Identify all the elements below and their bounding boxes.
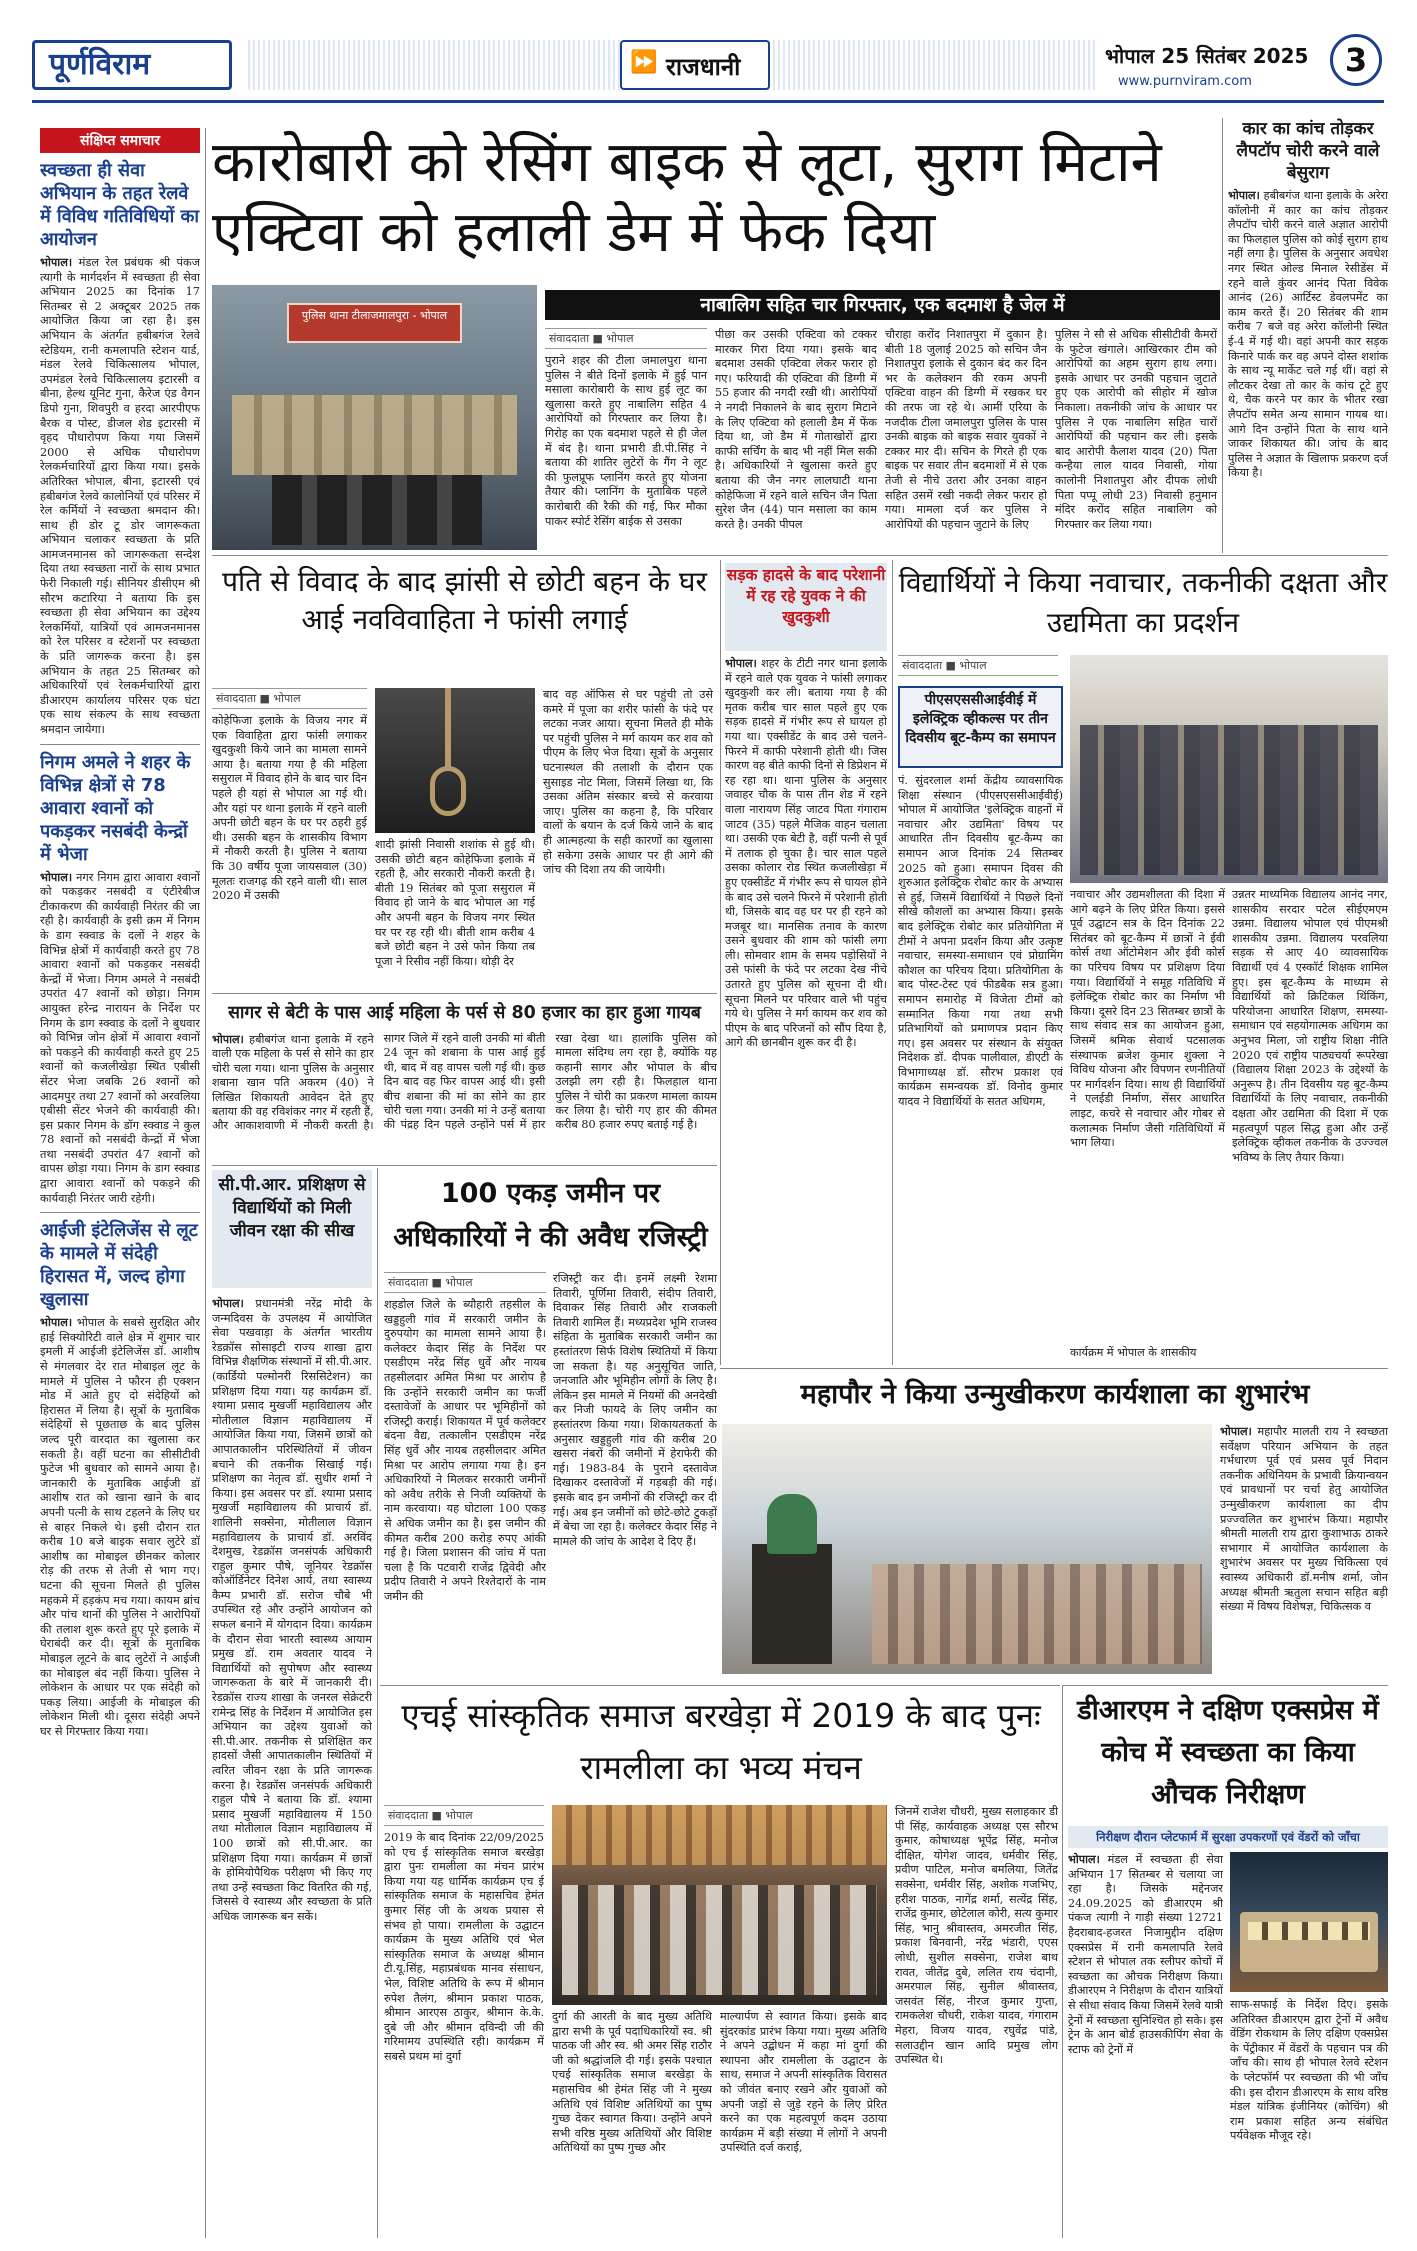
cpr-text <box>212 1296 372 1925</box>
story-text: चौराहा करोंद निशातपुरा में दुकान है। बीती 18 जुलाई 2025 को सचिन जैन निशातपुरा इलाके से दुकान बंद कर दिन भर के कलेक्शन की रकम अपनी एक्टिवा वाहन की डिग्गी में रखकर घर की तरफ जा रहे थे। आमीं एरिया के नजदीक टीला जमालपुरा पुलिस के पास उनकी बाइक को बाइक सवार युवकों ने टक्कर मार दी। सचिन के गिरते ही एक बाइक पर सवार तीन बदमाशों में से एक तेजी से नीचे उतरा और उनका वाहन सहित उसमें रखी नकदी लेकर फरार हो गया। मामला दर्ज कर पुलिस ने आरोपियों की पहचान जुटाने के लिए <box>885 328 1047 531</box>
noose-loop <box>430 766 466 816</box>
byline: संवाददाता ■ भोपाल <box>898 655 1058 676</box>
date-text: भोपाल 25 सितंबर 2025 <box>1105 44 1309 68</box>
road-headline: सड़क हादसे के बाद परेशानी में रह रहे युवक ने की खुदकुशी <box>726 566 886 626</box>
sagar-body <box>212 1032 717 1160</box>
story-text: पं. सुंदरलाल शर्मा केंद्रीय व्यावसायिक शिक्षा संस्थान (पीएसएससीआईवीई) भोपाल में आयोजित 'इलेक्ट्रिक वाहनों में नवाचार और उद्यमिता' विषय पर आधारित तीन दिवसीय बूट-कैम्प का समापन आज दिनांक 24 सितम्बर 2025 को हुआ। समापन दिवस की शुरुआत इलेक्ट्रिक रोबोट कार के अभ्यास से हुई, जिसमें विद्यार्थियों ने पिछले दिनों सीखे कौशलों का अभ्यास किया। इसके बाद इलेक्ट्रिक रोबोट कार प्रतियोगिता में टीमों ने अपना प्रदर्शन किया और उत्कृष्ट नवाचार, समस्या-समाधान एवं प्रोग्रामिंग कौशल का परिचय दिया। प्रतियोगिता के बाद पोस्ट-टेस्ट एवं फीडबैक सत्र हुआ। समापन समारोह में विजेता टीमों को सम्मानित किया गया तथा सभी प्रतिभागियों को प्रमाणपत्र प्रदान किए गए। इस अवसर पर संस्थान के संयुक्त निदेशक डॉ. दीपक पालीवाल, डीएटी के विभागाध्यक्ष डॉ. सौरभ प्रकाश एवं कार्यक्रम समन्वयक डॉ. विनोद कुमार यादव ने विद्यार्थियों के सतत अधिगम, <box>898 774 1063 1109</box>
drm-headline: डीआरएम ने दक्षिण एक्सप्रेस में कोच में स्वच्छता का किया औचक निरीक्षण <box>1077 1695 1379 1810</box>
drm-column-2 <box>1230 1998 1388 2237</box>
stage-backdrop <box>552 1805 887 1865</box>
lead-headline: कारोबारी को रेसिंग बाइक से लूटा, सुराग मिटाने एक्टिवा को हलाली डेम में फेक दिया <box>212 130 1162 265</box>
road-body <box>725 656 887 1356</box>
section-label-box <box>620 40 770 90</box>
dateline: भोपाल। <box>40 869 73 884</box>
masthead <box>0 0 1417 118</box>
lead-banner-text: नाबालिग सहित चार गिरफ्तार, एक बदमाश है जेल में <box>700 294 1065 316</box>
sidebar-story-3-headline: आईजी इंटेलिजेंस से लूट के मामले में संदेही हिरासत में, जल्द होगा खुलासा <box>40 1220 198 1311</box>
dateline: भोपाल। <box>40 1315 73 1330</box>
land-column-1 <box>384 1272 546 1602</box>
drm-subhead-bar <box>1068 1826 1388 1848</box>
noose-photo <box>375 688 535 833</box>
students-credit: कार्यक्रम में भोपाल के शासकीय <box>1070 1346 1197 1359</box>
sidebar-story-1-body <box>40 255 200 738</box>
mayor-text <box>1220 1424 1388 1615</box>
ramlila-column-1 <box>384 1805 544 2237</box>
mayor-photo <box>722 1424 1212 1674</box>
dateline: भोपाल। <box>725 656 757 670</box>
students-photo <box>1070 655 1388 883</box>
byline: संवाददाता ■ भोपाल <box>384 1805 544 1826</box>
audience <box>872 1564 1202 1664</box>
story-text: हबीबगंज थाना इलाके में रहने वाली एक महिला के पर्स से सोने का हार चोरी चला गया। थाना पुलिस के अनुसार शबाना खान पति अकरम (40) ने लिखित शिकायती आवेदन देते हुए बताया की वह रविशंकर नगर में रहती हैं, और आकाशवाणी में नौकरी करती है। सागर जिले में रहने वाली उनकी मां बीती 24 जून को शबाना के पास आई हुई थी, बाद में वह वापस चली गई थी। कुछ दिन बाद वह फिर वापस आई थी। इसी बीच शबाना की मां का सोने का हार चोरी चला गया। उनकी मां ने उन्हें बताया की पंद्रह दिन पहले उन्होंने पर्स में हार रखा देखा था। हालांकि पुलिस को मामला संदिग्ध लग रहा है, क्योंकि यह कहानी सागर और भोपाल के बीच उलझी लग रही है। फिलहाल थाना पुलिस ने चोरी का प्रकरण मामला कायम कर लिया है। चोरी गए हार की कीमत करीब 80 हजार रुपए बताई गई है। <box>212 1032 717 1133</box>
page-number: 3 <box>1330 34 1382 86</box>
jhansi-column-3 <box>543 688 713 988</box>
sidebar-story-3-body <box>40 1315 200 1739</box>
mayor-body <box>1220 1424 1388 1674</box>
lead-column-3 <box>885 328 1047 550</box>
students-subhead-box <box>898 686 1063 768</box>
ramlila-column-4 <box>895 1805 1058 2237</box>
car-theft-body <box>1228 188 1388 481</box>
story-text: प्रधानमंत्री नरेंद्र मोदी के जन्मदिवस के उपलक्ष्य में आयोजित सेवा पखवाड़ा के अंतर्गत भारतीय रेडक्रॉस सोसाइटी राज्य शाखा द्वारा विभिन्न शैक्षणिक संस्थानों में सी.पी.आर. (कार्डियो पल्मोनरी रिससिटेशन) का प्रशिक्षण दिया गया। यह कार्यक्रम डॉ. श्यामा प्रसाद मुखर्जी महाविद्यालय और मोतीलाल विज्ञान महाविद्यालय में आयोजित किया गया, जिसमें छात्रों को आपातकालीन परिस्थितियों में जीवन बचाने की तकनीक सिखाई गई। प्रशिक्षण का नेतृत्व डॉ. सुधीर शर्मा ने किया। इस अवसर पर डॉ. श्यामा प्रसाद मुखर्जी महाविद्यालय की प्राचार्य डॉ. शालिनी सक्सेना, मोतीलाल विज्ञान महाविद्यालय के प्राचार्य डॉ. अरविंद देशमुख, रेडक्रॉस जनसंपर्क अधिकारी राहुल कुमार पौषे, जूनियर रेडक्रॉस कोऑर्डिनेटर दिनेश आर्य, तथा स्वास्थ्य कैम्प प्रभारी डॉ. सरोज चौबे भी उपस्थित रहे और उन्होंने आयोजन को सफल बनाने में योगदान दिया। कार्यक्रम के दौरान सेवा भारती स्वास्थ्य आयाम प्रमुख डॉ. राम अवतार यादव ने विद्यार्थियों को सुपोषण और स्वास्थ्य जागरूकता के बारे में जानकारी दी। रेडक्रॉस राज्य शाखा के जनरल सेक्रेटरी रामेन्द्र सिंह के निर्देशन में आयोजित इस अभियान का उद्देश्य युवाओं को सी.पी.आर. तकनीक से प्रशिक्षित कर हादसों जैसी आपातकालीन स्थितियों में त्वरित जीवन रक्षा के प्रति जागरूक करना है। रेडक्रॉस जनसंपर्क अधिकारी राहुल पौषे ने बताया कि डॉ. श्यामा प्रसाद मुखर्जी महाविद्यालय में 150 तथा मोतीलाल विज्ञान महाविद्यालय में 100 छात्रों को सी.पी.आर. का प्रशिक्षण दिया गया। कार्यक्रम में छात्रों के होमियोपैथिक परीक्षण भी किए गए तथा उन्हें स्वच्छता किट वितरित की गई, जिससे वे स्वास्थ्य और स्वच्छता के प्रति अधिक जागरूक बन सकें। <box>212 1297 372 1923</box>
story-text: कोहेफिजा इलाके के विजय नगर में एक विवाहिता द्वारा फांसी लगाकर खुदकुशी किये जाने का मामला सामने आया है। बताया गया है की महिला ससुराल में विवाद होने के बाद चार दिन पहले ही यहां से भोपाल आ गई थी। और यहां पर थाना इलाके में रहने वाली अपनी छोटी बहन के घर पर ठहरी हुई थी। उसकी बहन के शासकीय विभाग में नौकरी करती है। पुलिस ने बताया कि 30 वर्षीय पूजा जायसवाल (30) मूलतः राजगढ़ की रहने वाली थी। साल 2020 में उसकी <box>212 714 367 903</box>
ramlila-column-2 <box>552 2010 712 2237</box>
accused-silhouette <box>272 475 482 545</box>
sagar-headline: सागर से बेटी के पास आई महिला के पर्स से 80 हजार का हार हुआ गायब <box>228 1003 701 1023</box>
story-text: शहर के टीटी नगर थाना इलाके में रहने वाले एक युवक ने फांसी लगाकर खुदकुशी कर ली। बताया गया है की मृतक करीब चार साल पहले हुए एक सड़क हादसे में गंभीर रूप से घायल हो गया था। एक्सीडेंट के बाद उसे चलने-फिरने में काफी परेशानी होती थी। जिस कारण वह बीते काफी दिनों से डिप्रेशन में रह रहा था। थाना पुलिस के अनुसार जवाहर चौक के पास तीन शेड में रहने वाला नारायण सिंह जाटव पिता गंगाराम जाटव (35) पहले मैजिक वाहन चलाता था। उसकी एक बेटी है, वहीं पत्नी से पूर्व में तलाक हो चुका है। चार साल पहले उसका कोलार रोड स्थित कजलीखेड़ा में हुए एक्सीडेंट में गंभीर रूप से घायल होने के बाद उसे चलने फिरने में परेशानी होती थी, जिसके बाद वह घर पर ही रहने को मजबूर था। मानसिक तनाव के कारण उसने बुधवार की शाम को फांसी लगा ली। सोमवार शाम के समय पड़ोसियों ने उसे फांसी के फंदे पर लटका देख नीचे उतारते हुए पुलिस को सूचना दी थी। सूचना मिलने पर परिवार वाले भी पहुंच गये थे। पुलिस ने मर्ग कायम कर शव को पीएम के बाद परिजनों को सौंप दिया है, आगे की छानबीन शुरू कर दी है। <box>725 657 887 1050</box>
masthead-rule <box>32 100 1384 103</box>
speaker-figure <box>767 1494 817 1554</box>
ramlila-photo <box>552 1805 887 2005</box>
jhansi-column-2 <box>375 838 535 988</box>
lead-column-1 <box>545 328 707 550</box>
story-text: मंडल रेल प्रबंधक श्री पंकज त्यागी के मार्गदर्शन में स्वच्छता ही सेवा अभियान 2025 का दिनांक 17 सितम्बर से 2 अक्टूबर 2025 तक आयोजित किया जा रहा है। इस अभियान के अंतर्गत हबीबगंज रेलवे स्टेडियम, रानी कमलापति स्टेशन यार्ड, मंडल रेलवे चिकित्सालय भोपाल, उपमंडल रेलवे चिकित्सालय इटारसी व बीना, हेल्थ यूनिट गुना, कैरेज एंड वैगन डिपो गुना, शिवपुरी व हरदा आरपीएफ बैरक व पोस्ट, डीजल शेड इटारसी में वृहद पौधारोपण किया गया जिसमें 2000 से अधिक पौधारोपण रेलकर्मचारियों द्वारा किया गया। इसके अतिरिक्त भोपाल, बीना, इटारसी एवं हबीबगंज रेलवे कालोनियों एवं परिसर में रेल कर्मियों ने स्वच्छता श्रमदान की। साथ ही डोर टू डोर जागरूकता अभियान चलाकर स्वच्छता के प्रति आमजनमानस को जागरूकता सन्देश दिया तथा स्वच्छता नारों के साथ प्रभात फेरी निकाली गई। सीनियर डीसीएम श्री सौरभ कटारिया ने बताया कि इस स्वच्छता ही सेवा अभियान का उद्देश्य रेलकर्मियों, यात्रियों एवं आमजनमानस को रेल परिसर व स्टेशनों पर स्वच्छता के प्रति जागरूक करना है। इस अभियान के तहत 25 सितम्बर को अधिकारियों एवं रेलकर्मचारियों द्वारा डीआरएम कार्यालय परिसर एक घंटा एक साथ संकल्प के साथ स्वच्छता श्रमदान जायेगा। <box>40 256 200 736</box>
lead-column-4 <box>1055 328 1217 550</box>
car-theft-headline: कार का कांच तोड़कर लैपटॉप चोरी करने वाले बेसुराग <box>1236 119 1380 183</box>
cpr-headline: सी.पी.आर. प्रशिक्षण से विद्यार्थियों को मिली जीवन रक्षा की सीख <box>218 1175 366 1241</box>
drm-text-1 <box>1068 1852 1223 2057</box>
website-text: www.purnviram.com <box>1118 74 1252 89</box>
students-group <box>1080 725 1378 875</box>
students-column-2 <box>1070 888 1225 1364</box>
story-text: महापौर मालती राय ने स्वच्छता सर्वेक्षण परियान अभियान के तहत गर्भधारण पूर्व एवं प्रसव पूर्व निदान तकनीक अधिनियम के प्रभावी क्रियान्वयन एवं प्रावधानों पर चर्चा हेतु आयोजित उन्मुखीकरण कार्यशाला का दीप प्रज्ज्वलित कर शुभारंभ किया। महापौर श्रीमती मालती राय द्वारा कुशाभाऊ ठाकरे सभागार में आयोजित कार्यशाला के शुभारंभ अवसर पर मुख्य चिकित्सा एवं स्वास्थ्य अधिकारी डॉ.मनीष शर्मा, जोन अध्यक्ष श्रीमती ऋतुला सचान सहित बड़ी संख्या में विषय विशेषज्ञ, चिकित्सक व <box>1220 1425 1388 1614</box>
drm-subhead: निरीक्षण दौरान प्लेटफार्म में सुरक्षा उपकरणों एवं वेंडरों को जाँचा <box>1096 1830 1360 1844</box>
section-title: राजधानी <box>666 53 741 81</box>
story-text: नवाचार और उद्यमशीलता की दिशा में आगे बढ़ने के लिए प्रेरित किया। इससे पूर्व उद्घाटन सत्र के दिन दिनांक 22 सितंबर को बूट-कैम्प में छात्रों ने ईवी कोर्स तथा ऑटोमेशन और ईवी कोर्स का परिचय विषय पर प्रशिक्षण दिया गया। विद्यार्थियों ने समूह गतिविधि में इलेक्ट्रिक रोबोट कार का निर्माण भी किया। दूसरे दिन 23 सितम्बर छात्रों के साथ संवाद सत्र का आयोजन हुआ, जिसमें श्रमिक सेवार्थ पटसालक संस्थापक ब्रजेश कुमार शुक्ला ने विविध योजना और विपणन रणनीतियों पर मार्गदर्शन दिया। साथ ही विद्यार्थियों ने एलईडी निर्माण, सेंसर आधारित लाइट, कचरे से नवाचार और गोबर से कलात्मक निर्माण जैसी गतिविधियों में भाग लिया। <box>1070 888 1225 1150</box>
sidebar-story-2-body <box>40 870 200 1207</box>
jhansi-headline: पति से विवाद के बाद झांसी से छोटी बहन के घर आई नवविवाहिता ने फांसी लगाई <box>222 565 707 636</box>
byline: संवाददाता ■ भोपाल <box>545 328 707 349</box>
story-text: 2019 के बाद दिनांक 22/09/2025 को एच ई सांस्कृतिक समाज बरखेड़ा द्वारा पुनः रामलीला का मंचन प्रारंभ किया गया यह धार्मिक कार्यक्रम एच ई सांस्कृतिक समाज के महासचिव हेमंत कुमार सिंह जी के अथक प्रयास से संभव हो पाया। रामलीला के उद्घाटन कार्यक्रम के मुख्य अतिथि एवं भेल सांस्कृतिक समाज के अध्यक्ष श्रीमान टी.यू.सिंह, महाप्रबंधक मानव संसाधन, भेल, विशिष्ट अतिथि के रूप में श्रीमान रुपेश तैलंग, श्रीमान प्रकाश पाठक, श्रीमान आरएस ठाकुर, श्रीमान के.के. दुबे जी और श्रीमान दविन्दी जी की गरिमामय उपस्थिति रही। कार्यक्रम में सबसे प्रथम मां दुर्गा <box>384 1831 544 2063</box>
story-text: साफ-सफाई के निर्देश दिए। इसके अतिरिक्त डीआरएम द्वारा ट्रेनों में अवैध वेंडिंग रोकथाम के लिए दक्षिण एक्सप्रेस के पेंट्रीकार में वेंडरों के पहचान पत्र की जाँच की। साथ ही भोपाल रेलवे स्टेशन के प्लेटफॉर्म पर स्वच्छता की भी जाँच की। इस दौरान डीआरएम के साथ वरिष्ठ मंडल यांत्रिक इंजीनियर (कोचिंग) श्री राम प्रकाश सहित अन्य संबंधित पर्यवेक्षक मौजूद रहे। <box>1230 1998 1388 2143</box>
students-column-3 <box>1232 888 1388 1364</box>
story-text: मंडल में स्वच्छता ही सेवा अभियान 17 सितम्बर से चलाया जा रहा है। जिसके मद्देनजर 24.09.2025 को डीआरएम श्री पंकज त्यागी ने गाड़ी संख्या 12721 हैदराबाद-हजरत निजामुद्दीन दक्षिण एक्सप्रेस में रानी कमलापति रेलवे स्टेशन से भोपाल तक स्लीपर कोचों में स्वच्छता का औचक निरीक्षण किया। डीआरएम ने निरीक्षण के दौरान यात्रियों से सीधा संवाद किया जिसमें रेलवे यात्री ट्रेनों में स्वच्छता सुनिश्चित हो सके। इस ट्रेन के आन बोर्ड हाउसकीपिंग सेवा के स्टाफ को ट्रेनों में <box>1068 1853 1223 2056</box>
lead-banner <box>545 290 1220 320</box>
cpr-headline-box <box>212 1170 372 1288</box>
story-text: हबीबगंज थाना इलाके के अरेरा कॉलोनी में कार का कांच तोड़कर लैपटॉप चोरी करने वाले अज्ञात आरोपी का फिलहाल पुलिस को कोई सुराग हाथ नहीं लगा है। पुलिस के अनुसार अवधेश नगर स्थित ओल्ड मिनाल रेसीडेंस में रहने वाले कुंवर आनंद पिता विवेक आनंद (26) आर्टिस्ट डेवलपमेंट का काम करते हैं। 20 सितंबर की शाम करीब 7 बजे वह अरेरा कॉलोनी स्थित ई-4 में गई थी। वहां अपनी कार सड़क किनारे पार्क कर वह अपने दोस्त शशांक के साथ न्यू मार्केट चले गई थीं। वहां से लौटकर देखा तो कार के कांच टूटे हुए थे, चैक करने पर कार के भीतर रखा लैपटॉप समेत अन्य सामान गायब था। आगे दिन उन्होंने पिता के साथ थाने जाकर शिकायत की। जांच के बाद पुलिस ने अज्ञात के खिलाफ प्रकरण दर्ज किया है। <box>1228 189 1388 480</box>
story-text: पुराने शहर की टीला जमालपुरा थाना पुलिस ने बीते दिनों इलाके में हुई पान मसाला कारोबारी के साथ हुई लूट का खुलासा करते हुए नाबालिग सहित 4 आरोपियों को गिरफ्तार कर लिया है। गिरोह का एक बदमाश पहले से ही जेल में बंद है। थाना प्रभारी डी.पी.सिंह ने बताया की शातिर लुटेरों के गैंग ने लूट की फुलप्रूफ प्लानिंग करते हुए योजना तैयार की। प्लानिंग के मुताबिक पहले कारोबारी की रैकी की गई, फिर मौका पाकर स्पोर्ट रेसिंग बाईक से उसका <box>545 354 707 528</box>
lead-photo <box>212 285 537 550</box>
cpr-body <box>212 1296 372 2236</box>
students-byline-col <box>898 655 1058 685</box>
dateline: भोपाल। <box>1220 1424 1252 1438</box>
car-theft-story <box>1228 118 1388 550</box>
dateline: भोपाल। <box>40 255 73 269</box>
logo: पूर्णविराम <box>32 40 232 90</box>
students-column-1 <box>898 774 1063 1364</box>
jhansi-column-1 <box>212 688 367 988</box>
byline: संवाददाता ■ भोपाल <box>384 1272 546 1293</box>
sidebar <box>40 128 200 2238</box>
dateline: भोपाल। <box>1228 188 1260 202</box>
story-text: माल्यार्पण से स्वागत किया। इसके बाद सुंदरकांड प्रारंभ किया गया। मुख्य अतिथि ने अपने उद्बोधन में कहा मां दुर्गा की स्थापना और रामलीला के उद्घाटन के साथ, समाज ने अपनी सांस्कृतिक विरासत को जीवंत बनाए रखने और युवाओं को अपनी जड़ों से जुड़े रहने के लिए प्रेरित करने का एक महत्वपूर्ण कदम उठाया कार्यक्रम में बड़ी संख्या में लोगों ने अपनी उपस्थिति दर्ज कराई, <box>720 2010 887 2155</box>
podium <box>752 1544 832 1664</box>
story-text: दुर्गा की आरती के बाद मुख्य अतिथि द्वारा सभी के पूर्व पदाधिकारियों स्व. श्री पाठक जी और स्व. श्री अमर सिंह राठौर जी को श्रद्धांजलि दी गई। इसके पश्चात एचई सांस्कृतिक समाज बरखेड़ा के महासचिव श्री हेमंत सिंह जी ने मुख्य अतिथि एवं विशिष्ट अतिथियों का पुष्प गुच्छ देकर स्वागत किया। उन्होंने अपने सभी वरिष्ठ मुख्य अतिथियों और विशिष्ट अतिथियों का पुष्प गुच्छ और <box>552 2010 712 2155</box>
dateline: भोपाल। <box>1068 1852 1100 1866</box>
sidebar-header: संक्षिप्त समाचार <box>40 128 200 153</box>
drm-photo <box>1230 1852 1388 1992</box>
story-text: शहडोल जिले के ब्यौहारी तहसील के खड्डहुली गांव में सरकारी जमीन के दुरुपयोग का मामला सामने आया है। कलेक्टर केदार सिंह के निर्देश पर एसडीएम नरेंद्र सिंह धुर्वे और नायब तहसीलदार अमित मिश्रा पर आरोप है कि उन्होंने सरकारी जमीन का फर्जी दस्तावेजों के आधार पर भूमिहीनों को रजिस्ट्री कराई। शिकायत में पूर्व कलेक्टर बंदना वैद्य, तत्कालीन एसडीएम नरेंद्र सिंह धुर्वे और नायब तहसीलदार अमित मिश्रा पर आरोप लगाया गया है। इन अधिकारियों ने मिलकर सरकारी जमीनों को अवैध तरीके से निजी व्यक्तियों के नाम करवाया। यह घोटाला 100 एकड़ से अधिक जमीन का है। इस जमीन की कीमत करीब 200 करोड़ रुपए आंकी गई है। जिला प्रशासन की जांच में पता चला है कि पटवारी राजेंद्र द्विवेदी और प्रदीप तिवारी ने अपने रिश्तेदारों के नाम जमीन की <box>384 1298 546 1602</box>
ramlila-column-3 <box>720 2010 887 2237</box>
ramlila-headline: एचई सांस्कृतिक समाज बरखेड़ा में 2019 के बाद पुनः रामलीला का भव्य मंचन <box>401 1696 1041 1787</box>
story-text: पुलिस ने सौ से अधिक सीसीटीवी कैमरों के फुटेज खंगाले। आखिरकार टीम को आरोपियों का अहम सुराग हाथ लगा। इसके आधार पर उनकी पहचान जुटाते हुए एक आरोपी को सीहोर में खोज निकाला। तकनीकी जांच के आधार पर पुलिस ने एक नाबालिग सहित चारों आरोपियों की पहचान कर ली। इसके बाद आरोपी कैलाश यादव (20) पिता कन्हैया लाल यादव निवासी, गोया कालोनी निशातपुरा और दीपक लोधी पिता पप्पू लोधी 23) निवासी हनुमान मंदिर करोंद सहित नाबालिग को गिरफ्तार कर लिया गया। <box>1055 328 1217 531</box>
sidebar-story-1-headline: स्वच्छता ही सेवा अभियान के तहत रेलवे में विविध गतिविधियों का आयोजन <box>40 160 200 250</box>
officers-silhouette <box>232 395 517 475</box>
story-text: जिनमें राजेश चौधरी, मुख्य सलाहकार डी पी सिंह, कार्यवाहक अध्यक्ष एस सौरभ कुमार, कोषाध्यक्ष भूपेंद्र सिंह, मनोज दीक्षित, योगेश जादव, धर्मवीर सिंह, प्रवीण पाटिल, मनोज बमलिया, जितेंद्र सक्सेना, धर्मवीर सिंह, अशोक गजभिए, हरीश पाठक, नागेंद्र शर्मा, सत्येंद्र सिंह, राजेंद्र कुमार, छोटेलाल कोरी, सत्य कुमार सिंह, भानु श्रीवास्तव, अमरजीत सिंह, प्रकाश बिनवानी, नरेंद्र भंडारी, एएस लोधी, सुशील सक्सेना, राजेश बाथ रावत, जीतेंद्र दुबे, ललित राय चंदानी, अमरपाल सिंह, सुनील श्रीवास्तव, जसवंत सिंह, नीरज कुमार गुप्ता, रामकलेश चौधरी, राकेश यादव, गंगाराम मेहरा, विजय यादव, रघुवेंद्र पांडे, सलाउद्दीन खान आदि प्रमुख लोग उपस्थित थे। <box>895 1805 1058 2067</box>
road-text <box>725 656 887 1051</box>
sagar-text <box>212 1032 717 1134</box>
road-headline-box <box>725 563 887 651</box>
land-column-2 <box>553 1272 717 1602</box>
land-headline: 100 एकड़ जमीन पर अधिकारियों ने की अवैध रजिस्ट्री <box>393 1178 708 1253</box>
story-text: भोपाल के सबसे सुरक्षित और हाई सिक्योरिटी वाले क्षेत्र में शुमार चार इमली में आईजी इंटेलिजेंस डॉ. आशीष से मंगलवार देर रात मोबाइल लूट के मामले में पुलिस ने फौरन ही एक्शन मोड में आते हुए दो संदेहियों को हिरासत में लिया है। सूत्रों के मुताबिक संदेहियों से पूछताछ के बाद पुलिस जल्द पूरी वारदात का खुलासा कर सकती है। वहीं घटना का सीसीटीवी फुटेज भी बुधवार को सामने आया है। जानकारी के मुताबिक आईजी डॉ आशीष रात को खाना खाने के बाद अपनी पत्नी के साथ टहलने के लिए घर से बाहर निकले थे। इसी दौरान रात करीब 10 बजे बाइक सवार लुटेरे डॉ आशीष का मोबाइल छीनकर कोलार रोड़ की तरफ से तेजी से भाग गए। घटना की सूचना मिलते ही पुलिस महकमे में हड़कंप मच गया। कायम ब्रांच और पांच थानों की पुलिस ने आरोपियों की तलाश शुरू करते हुए पूरे इलाके में घेराबंदी कर दी। सूत्रों के मुताबिक मोबाइल लूटने के बाद लुटेरों ने आईजी का मोबाइल बंद नहीं किया। पुलिस ने लोकेशन के आधार पर एक संदेही को पकड़ लिया। आईजी के मोबाइल की लोकेशन मिली थी। दूसरा संदेही अपने घर से गिरफ्तार किया गया। <box>40 1316 200 1738</box>
mayor-headline: महापौर ने किया उन्मुखीकरण कार्यशाला का शुभारंभ <box>800 1379 1310 1410</box>
drm-column-1 <box>1068 1852 1223 2237</box>
story-text: उन्नतर माध्यमिक विद्यालय आनंद नगर, शासकीय सरदार पटेल सीईएमएम उन्नमा. विद्यालय भोपाल एवं पीएमश्री शासकीय उन्नमा. विद्यालय परवलिया सड़क से आए 40 व्यावसायिक विद्यार्थी एवं 4 एस्कॉर्ट शिक्षक शामिल हुए। इस बूट-कैम्प के माध्यम से विद्यार्थियों को क्रिटिकल थिंकिंग, परियोजना आधारित शिक्षण, समस्या-समाधान एवं सहयोगात्मक अधिगम का अनुभव मिला, जो राष्ट्रीय शिक्षा नीति 2020 एवं राष्ट्रीय पाठ्यचर्या रूपरेखा (विद्यालय शिक्षा 2023 के उद्देश्यों के अनुरूप है। तीन दिवसीय यह बूट-कैम्प विद्यार्थियों के लिए नवाचार, तकनीकी दक्षता और उद्यमिता की दिशा में एक महत्वपूर्ण पहल सिद्ध हुआ और उन्हें इलेक्ट्रिक व्हीकल तकनीक के उज्ज्वल भविष्य के लिए तैयार किया। <box>1232 888 1388 1164</box>
students-headline: विद्यार्थियों ने किया नवाचार, तकनीकी दक्षता और उद्यमिता का प्रदर्शन <box>898 566 1388 639</box>
attendees <box>562 1885 877 1995</box>
lead-column-2 <box>715 328 877 550</box>
chevron-right-icon: ⏩ <box>630 50 658 75</box>
story-text: नगर निगम द्वारा आवारा श्वानों को पकड़कर नसबंदी व एंटीरेबीज टीकाकरण की कार्यवाही निरंतर की जा रही है। कार्यवाही के इसी क्रम में निगम के डाग स्क्वाड के दलों ने शहर के विभिन्न क्षेत्रों में कार्यवाही करते हुए 78 आवारा श्वानों को पकड़कर नसबंदी केन्द्रों में भेजा। निगम अमले ने नसबंदी उपरांत 47 श्वानों को छोड़ा। निगम आयुक्त हरेन्द्र नारायन के निर्देश पर निगम के डाग स्क्वाड के दलों ने बुधवार को विभिन्न जोन क्षेत्रों में आवारा श्वानों को पकड़ने की कार्यवाही करते हुए 25 श्वानों को कजलीखेड़ा स्थित एबीसी सेंटर भेजा जबकि 26 श्वानों को आदमपुर तथा 27 श्वानों को अरवलिया एबीसी सेंटर भेजने की कार्यवाही की। इस प्रकार निगम के डॉग स्क्वाड ने कुल 78 श्वानों को नसबंदी केन्द्रों में भेजा तथा नसबंदी उपरांत 47 श्वानों को वापस छोड़ा गया। निगम के डाग स्क्वाड द्वारा आवारा श्वानों को पकड़ने की कार्यवाही निरंतर जारी रहेगी। <box>40 870 200 1205</box>
story-text: शादी झांसी निवासी शशांक से हुई थी। उसकी छोटी बहन कोहेफिजा इलाके में रहती है, और सरकारी नौकरी करती है। बीती 19 सितंबर को पूजा ससुराल में विवाद हो जाने के बाद भोपाल आ गई और अपनी बहन के विजय नगर स्थित घर पर रह रही थी। बीती शाम करीब 4 बजे छोटी बहन ने उसे फोन किया तब पूजा ने रिसीव नहीं किया। थोड़ी देर <box>375 838 535 968</box>
coach-windows <box>1248 1922 1370 1940</box>
police-station-sign: पुलिस थाना टीलाजमालपुरा - भोपाल <box>287 303 462 343</box>
story-text: पीछा कर उसकी एक्टिवा को टक्कर मारकर गिरा दिया गया। इसके बाद बदमाश उसकी एक्टिवा लेकर फरार हो गए। फरियादी की एक्टिवा की डिग्गी में 55 हजार की नगदी रखी थी। आरोपियों ने नगदी निकालने के बाद सुराग मिटाने के लिए एक्टिवा को हलाली डैम में फेंक दिया था, जो डैम में गोताखोरों द्वारा काफी सर्चिंग के बाद भी नहीं मिल सकी है। अधिकारियों ने खुलासा करते हुए बताया की जैन नगर लालघाटी थाना कोहेफिजा में रहने वाले सचिन जैन पिता सुरेश जैन (44) पान मसाला का काम करते है। उनकी पीपल <box>715 328 877 531</box>
dateline: भोपाल। <box>212 1296 244 1310</box>
students-subhead: पीएसएससीआईवीई में इलेक्ट्रिक व्हीकल्स पर तीन दिवसीय बूट-कैम्प का समापन <box>905 692 1056 746</box>
train-coach <box>1240 1912 1378 1972</box>
rope-icon <box>445 688 451 768</box>
dateline: भोपाल। <box>212 1032 244 1046</box>
byline: संवाददाता ■ भोपाल <box>212 688 367 709</box>
story-text: रजिस्ट्री कर दी। इनमें लक्ष्मी रेशमा तिवारी, पूर्णिमा तिवारी, संदीप तिवारी, दिवाकर सिंह तिवारी और राजकली तिवारी शामिल हैं। मध्यप्रदेश भूमि राजस्व संहिता के मुताबिक सरकारी जमीन का हस्तांतरण सिर्फ विशेष स्थितियों में किया जा सकता है। यह अनुसूचित जाति, जनजाति और भूमिहीन लोगों के लिए है। लेकिन इस मामले में नियमों की अनदेखी कर निजी फायदे के लिए जमीन का हस्तांतरण किया गया। शिकायतकर्ता के अनुसार खड्डहुली गांव की करीब 20 खसरा नंबरों की जमीनों में हेराफेरी की गई। 1983-84 के पुराने दस्तावेज दिखाकर दस्तावेजों में गड़बड़ी की गई। इसके बाद इन जमीनों की रजिस्ट्री कर दी गई। अब इन जमीनों को छोटे-छोटे टुकड़ों में बेचा जा रहा है। कलेक्टर केदार सिंह ने मामले की जांच के आदेश दे दिए हैं। <box>553 1272 717 1548</box>
sidebar-story-2-headline: निगम अमले ने शहर के विभिन्न क्षेत्रों से 78 आवारा श्वानों को पकड़कर नसबंदी केन्द्रों में भेजा <box>40 751 191 865</box>
story-text: बाद वह ऑफिस से घर पहुंची तो उसे कमरे में पूजा का शरीर फांसी के फंदे पर लटका नजर आया। सूचना मिलते ही मौके पर पहुंची पुलिस ने मर्ग कायम कर शव को पीएम के लिए भेज दिया। सूत्रों के अनुसार घटनास्थल की तलाशी के दौरान एक सुसाइड नोट मिला, जिसमें लिखा था, कि उसका अंतिम संस्कार बच्चे से करवाया जाए। पुलिस का कहना है, कि परिवार वालों के बयान के दर्ज किये जाने के बाद ही आत्महत्या के सही कारणों का खुलासा हो सकेगा उसके आधार पर ही आगे की जांच की दिशा तय की जायेगी। <box>543 688 713 877</box>
